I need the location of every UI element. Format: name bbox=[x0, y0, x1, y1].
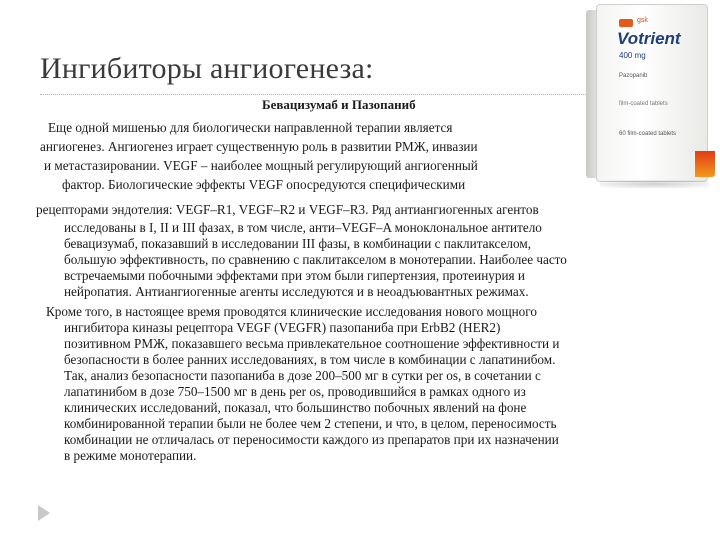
body-line: исследованы в I, II и III фазах, в том числе, анти–VEGF–A моноклональное антитело bbox=[64, 220, 542, 235]
body-line: Еще одной мишенью для биологически направленной терапии является bbox=[48, 120, 453, 135]
body-line: комбинации не отличалась от переносимости каждого из препаратов при их назначении bbox=[64, 432, 559, 447]
body-line: фактор. Биологические эффекты VEGF опосредуются специфическими bbox=[62, 177, 466, 192]
body-line: клинических исследований, показал, что большинство побочных явлений на фоне bbox=[64, 400, 527, 415]
title-divider bbox=[40, 94, 600, 95]
body-line: встречаемыми побочными эффектами при этом были гипертензия, протеинурия и bbox=[64, 268, 525, 283]
body-line: большую эффективность, по сравнению с паклитакселом в монотерапии. Наиболее часто bbox=[64, 252, 567, 267]
slide-subtitle: Бевацизумаб и Пазопаниб bbox=[262, 97, 416, 112]
box-generic-name: Pazopanib bbox=[619, 73, 648, 79]
body-line: лапатинибом в дозе 750–1500 мг в день per os, проводившийся в рамках одного из bbox=[64, 384, 526, 399]
slide-title: Ингибиторы ангиогенеза: bbox=[40, 52, 374, 85]
box-shadow bbox=[600, 180, 708, 188]
body-line: Кроме того, в настоящее время проводятся клинические исследования нового мощного bbox=[46, 304, 537, 319]
body-line: комбинированной терапии были не более чем 2 степени, и что, в целом, переносимость bbox=[64, 416, 557, 431]
body-line: ингибитора киназы рецептора VEGF (VEGFR) пазопаниба при ErbB2 (HER2) bbox=[64, 320, 501, 335]
body-line: бевацизумаб, показавший в исследовании III фазы, в комбинации с паклитакселом, bbox=[64, 236, 531, 251]
body-line: в режиме монотерапии. bbox=[64, 448, 197, 463]
body-line: Так, анализ безопасности пазопаниба в дозе 200–500 мг в сутки per os, в сочетании с bbox=[64, 368, 541, 383]
body-line: безопасности в более ранних исследованиях, в том числе в комбинации с лапатинибом. bbox=[64, 352, 556, 367]
body-line: и метастазировании. VEGF – наиболее мощный регулирующий ангиогенный bbox=[44, 158, 478, 173]
box-brand: Votrient bbox=[617, 29, 681, 48]
box-color-stripe bbox=[695, 151, 715, 177]
next-slide-arrow-icon[interactable] bbox=[38, 505, 50, 521]
box-count: 60 film-coated tablets bbox=[619, 131, 677, 137]
box-face bbox=[596, 4, 708, 182]
body-line: позитивном РМЖ, показавшего весьма привлекательное соотношение эффективности и bbox=[64, 336, 560, 351]
body-line: рецепторами эндотелия: VEGF–R1, VEGF–R2 и VEGF–R3. Ряд антиангиогенных агентов bbox=[36, 202, 539, 217]
body-line: нейропатия. Антиангиогенные агенты исследуются и в неоадъювантных режимах. bbox=[64, 284, 529, 299]
votrient-product-box-image bbox=[586, 4, 714, 190]
box-dose: 400 mg bbox=[619, 51, 646, 60]
box-maker: gsk bbox=[637, 17, 648, 24]
gsk-logo-icon bbox=[619, 19, 633, 27]
box-form: film-coated tablets bbox=[619, 101, 668, 107]
body-line: ангиогенез. Ангиогенез играет существенную роль в развитии РМЖ, инвазии bbox=[40, 139, 478, 154]
